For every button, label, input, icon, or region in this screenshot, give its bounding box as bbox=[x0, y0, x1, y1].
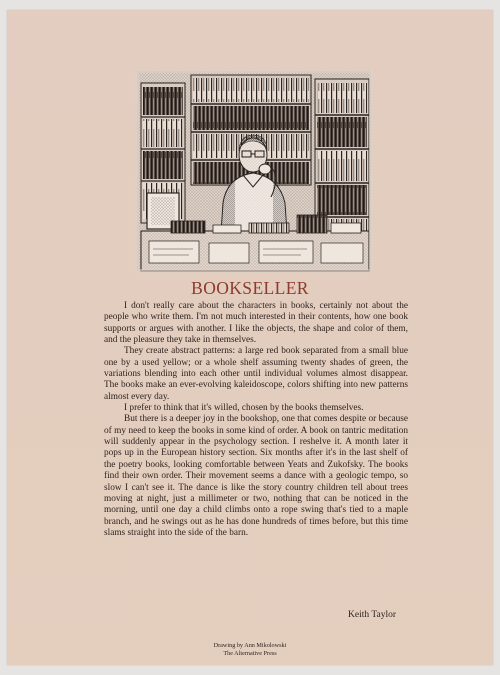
publisher-credit: The Alternative Press bbox=[223, 650, 277, 657]
essay-body bbox=[104, 301, 408, 539]
paragraph: I prefer to think that it's willed, chosen by the books themselves. bbox=[124, 403, 364, 414]
paragraph: They create abstract patterns: a large red book separated from a small blue one by a used yellow; or a whole shelf assuming twenty shades of green, the variations blending into each other until individual volumes almost disappear. The books make an ever-evolving kaleidoscope, colors shifting into new patterns almost every day. bbox=[104, 346, 408, 402]
page-title: BOOKSELLER bbox=[191, 278, 309, 298]
broadside-sheet bbox=[7, 10, 493, 665]
paragraph: But there is a deeper joy in the bookshop, one that comes despite or because of my need to keep the books in some kind of order. A book on tantric meditation will suddenly appear in the psychology section. I reshelve it. A month later it pops up in the European history section. Six months after it's in the last shelf of the poetry books, looking comfortable between Yeats and Zukofsky. The books find their own order. Their movement seems a dance with a geologic tempo, so slow I can't see it. The dance is like the story country children tell about trees moving at night, just a millimeter or two, nothing that can be noticed in the morning, until one day a child climbs onto a rope swing that's tied to a maple branch, and he swings out as he has done hundreds of times before, but this time slams straight into the side of the barn. bbox=[104, 414, 408, 538]
drawing-credit: Drawing by Ann Mikolowski bbox=[213, 642, 287, 649]
paragraph: I don't really care about the characters in books, certainly not about the people who write them. I'm not much interested in their contents, how one book supports or argues with another. I like the objects, the shape and color of them, and the pleasure they take in themselves. bbox=[104, 301, 408, 346]
credits bbox=[7, 642, 493, 658]
author-name: Keith Taylor bbox=[348, 610, 396, 620]
bookseller-drawing bbox=[131, 65, 377, 277]
